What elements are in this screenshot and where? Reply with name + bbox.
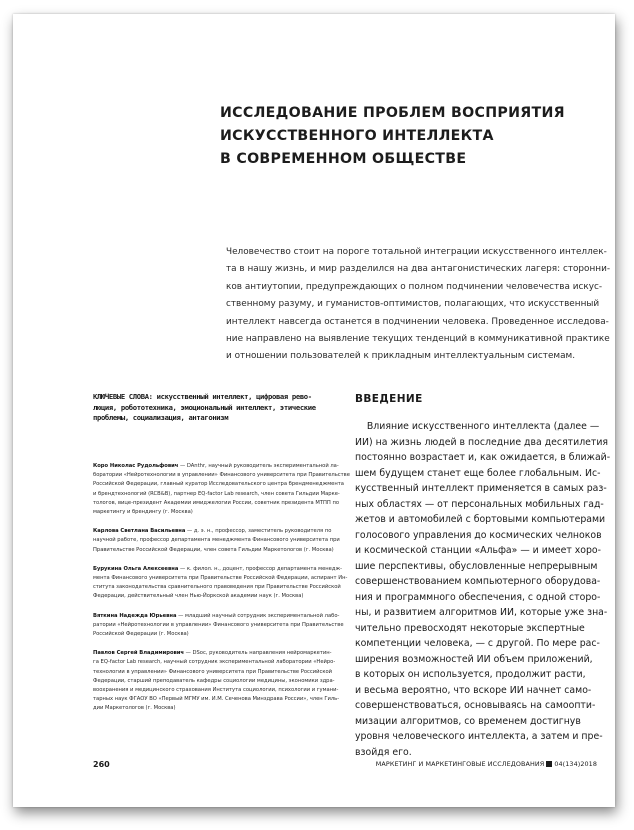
journal-footer <box>373 760 597 768</box>
intro-line: уровня человеческого интеллекта, а затем и пре- <box>355 731 603 742</box>
intro-line: взойдя его. <box>355 746 412 758</box>
abstract-line: ков антиутопии, предупреждающих о полном подчинении человечества искус- <box>226 281 603 292</box>
intro-line: шем будущем станет еще более глобальным. Ис- <box>355 467 601 479</box>
intro-line: ны, и развитием алгоритмов ИИ, которые уже зна- <box>355 607 608 618</box>
author-line: технологии в управлении» Финансового университета при Правительстве Российской <box>93 668 333 675</box>
abstract <box>226 244 611 366</box>
intro-line: кусственный интеллект применяется в самых раз- <box>355 483 607 494</box>
author-line: Павлов Сергей Владимирович — DSoc, руководитель направления нейромаркетин- <box>93 650 332 657</box>
author-name: Павлов Сергей Владимирович <box>93 650 184 657</box>
author-entry <box>93 527 343 555</box>
intro-line: компетенции человека, — с другой. По мере рас- <box>355 638 600 649</box>
intro-line: чительно превосходят некоторые экспертные <box>355 622 585 634</box>
keywords <box>93 392 343 424</box>
intro-line: ширения возможностей ИИ объем приложений, <box>355 653 593 665</box>
intro-line: совершенствоваться, основываясь на самоопти- <box>355 700 596 711</box>
author-line: ратории «Нейротехнологии в управлении» Финансового университета при Правительстве <box>93 621 344 628</box>
author-line: Карлова Светлана Васильевна — д. э. н., профессор, заместитель руководителя по <box>93 528 332 535</box>
abstract-line: ние направлено на выявление текущих тенденций в коммуникативной практике <box>226 334 610 345</box>
author-line: Бурукина Ольга Алексеевна — к. филол. н., доцент, профессор департамента менедж- <box>93 565 343 572</box>
intro-line: совершенствованием компьютерного оборудова- <box>355 576 601 587</box>
title-line: ИССЛЕДОВАНИЕ ПРОБЛЕМ ВОСПРИЯТИЯ <box>220 105 565 121</box>
author-line: маркетингу и брендингу (г. Москва) <box>93 509 193 516</box>
author-entry <box>93 462 350 517</box>
title-line: В СОВРЕМЕННОМ ОБЩЕСТВЕ <box>220 151 467 167</box>
abstract-line: Человечество стоит на пороге тотальной интеграции искусственного интеллек- <box>226 247 607 257</box>
author-line: Вяткина Надежда Юрьевна — младший научный сотрудник экспериментальной лабо- <box>93 612 340 619</box>
author-line: воохранения и медицинского страхования Института социологии, психологии и гумани- <box>93 687 339 694</box>
journal-issue: 04(134)2018 <box>554 760 597 768</box>
author-name: Бурукина Ольга Алексеевна <box>93 565 179 572</box>
author-line: Федерации, старший преподаватель кафедры социологии медицины, экономики здра- <box>93 677 335 684</box>
square-icon <box>546 761 552 767</box>
intro-line: голосового управления до космических челноков <box>355 529 602 541</box>
author-line: Российской Федерации, главный куратор Исследовательского центра брендменеджмента <box>93 481 344 488</box>
intro-line: шие перспективы, обусловленные непрерывным <box>355 560 598 572</box>
intro-line: мизации алгоритмов, со временем достигнув <box>355 715 581 727</box>
intro-line: постоянно возрастает и, как ожидается, в ближай- <box>355 452 611 463</box>
abstract-line: ственному разуму, и гуманистов-оптимистов, полагающих, что искусственный <box>226 299 600 310</box>
title-line: ИСКУССТВЕННОГО ИНТЕЛЛЕКТА <box>220 128 494 144</box>
intro-line: ния и программного обеспечения, с одной сторо- <box>355 591 601 603</box>
author-name: Вяткина Надежда Юрьевна <box>93 612 177 619</box>
author-entry <box>93 612 343 640</box>
intro-line: и весьма вероятно, что вскоре ИИ начнет само- <box>355 684 592 696</box>
abstract-line: интеллект навсегда останется в подчинении человека. Проведенное исследова- <box>226 316 609 327</box>
author-line: га EQ-factor Lab research, научный сотрудник экспериментальной лаборатории «Нейро- <box>93 659 336 666</box>
journal-page <box>13 14 615 807</box>
author-line: Правительстве Российской Федерации, член совета Гильдии Маркетологов (г. Москва) <box>93 546 334 553</box>
intro-line: ных областях — от персональных мобильных гад- <box>355 498 604 510</box>
intro-line: жетов и автомобилей с бортовыми компьютерами <box>355 514 606 525</box>
author-name: Карлова Светлана Васильевна <box>93 528 186 535</box>
page-number: 260 <box>93 760 110 769</box>
keywords-line: КЛЮЧЕВЫЕ СЛОВА: искусственный интеллект, цифровая рево- <box>93 392 312 401</box>
author-line: мента Финансового университета при Правительстве Российской Федерации, аспирант Ин- <box>93 575 348 582</box>
author-line: и брендтехнологий (RCB&B), партнер EQ-factor Lab research, член совета Гильдии Марке- <box>93 490 340 497</box>
intro-line: и космической станции «Альфа» — и имеет хоро- <box>355 545 602 556</box>
article-title <box>220 102 590 171</box>
author-list <box>93 462 350 724</box>
author-line: дии Маркетологов (г. Москва) <box>93 705 176 712</box>
abstract-line: и отношении пользователей к прикладным интеллектуальным системам. <box>226 351 576 362</box>
author-entry <box>93 649 343 713</box>
author-entry <box>93 565 348 602</box>
keywords-line: люция, робототехника, эмоциональный интеллект, этические <box>93 402 316 412</box>
author-name: Коро Николас Рудольфович <box>93 463 179 469</box>
author-line: Российской Федерации (г. Москва) <box>93 631 189 638</box>
intro-line: в которых он используется, продолжит расти, <box>355 669 586 680</box>
intro-line: Влияние искусственного интеллекта (далее — <box>355 421 600 432</box>
intro-text <box>355 419 611 760</box>
author-line: Федерации, действительный член Нью-Йоркской академии наук (г. Москва) <box>93 593 304 600</box>
author-line: боратории «Нейротехнологии в управлении» Финансового университета при Правительстве <box>93 472 350 479</box>
author-line: тарных наук ФГАОУ ВО «Первый МГМУ им. И.М. Сеченова Минздрава России», член Гиль- <box>93 696 340 703</box>
author-line: Коро Николас Рудольфович — DAnthr, научный руководитель экспериментальной ла- <box>93 463 339 469</box>
author-line: научной работе, профессор департамента менеджмента Финансового университета при <box>93 537 340 544</box>
author-line: ститута законодательства сравнительного правоведения при Правительстве Российской <box>93 584 341 591</box>
journal-name: МАРКЕТИНГ И МАРКЕТИНГОВЫЕ ИССЛЕДОВАНИЯ <box>375 760 545 768</box>
keywords-line: проблемы, социализация, антагонизм <box>93 413 229 423</box>
author-line: тологов, вице-президент Академии имиджелогии России, советник президента МТПП по <box>93 499 340 506</box>
section-heading: ВВЕДЕНИЕ <box>355 393 423 405</box>
intro-line: ИИ) на жизнь людей в последние два десятилетия <box>355 436 609 448</box>
abstract-line: та в нашу жизнь, и мир разделился на два антагонистических лагеря: сторонни- <box>226 264 611 275</box>
